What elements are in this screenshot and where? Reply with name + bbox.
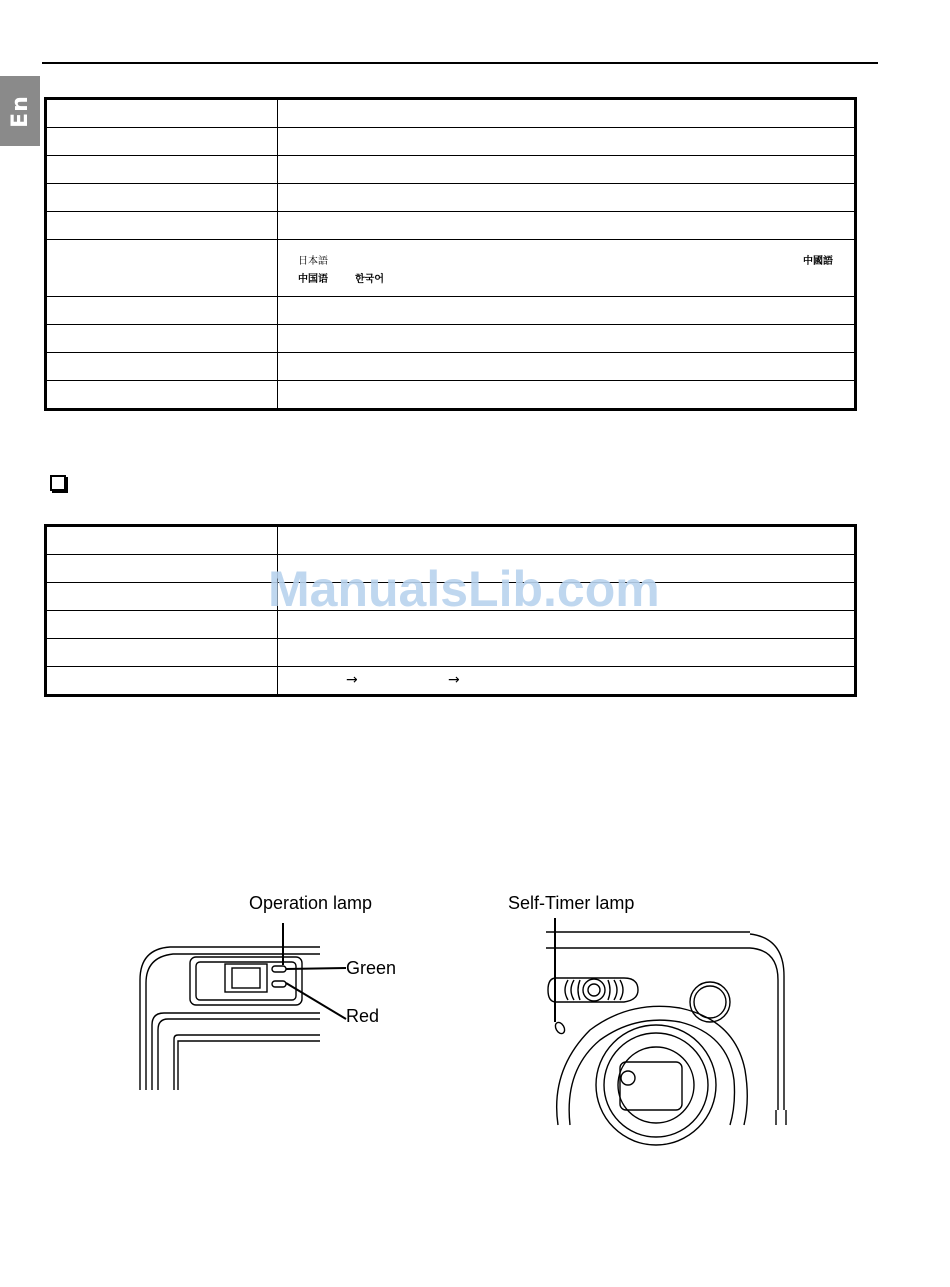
lang-korean: 한국어 [355,274,384,285]
arrow-right-icon: → [448,672,460,688]
language-tab [0,76,40,146]
table-row [46,353,856,381]
lang-japanese: 日本語 [298,256,328,267]
table-row [46,156,856,184]
table-row [46,128,856,156]
operation-lamp-label: Operation lamp [249,893,373,913]
table-row [46,526,856,555]
table-row [46,381,856,410]
green-label: Green [346,958,397,978]
self-timer-lamp-label: Self-Timer lamp [508,893,635,913]
camera-back-illustration [138,935,328,1095]
settings-table-1 [44,97,857,411]
lang-traditional-chinese: 中國語 [803,256,833,267]
table-row [46,325,856,353]
table-row [46,99,856,128]
table-row-languages [46,240,856,297]
watermark: ManualsLib.com [268,561,660,617]
table-row-sequence [46,667,856,696]
header-rule [42,62,878,64]
lang-simplified-chinese: 中国语 [298,274,328,285]
section-checkbox-icon [50,475,66,491]
table-row [46,212,856,240]
camera-front-illustration [540,920,790,1130]
red-label: Red [346,1006,380,1026]
language-tab-label: En [7,94,33,128]
table-row [46,297,856,325]
table-row [46,184,856,212]
arrow-right-icon: → [346,672,358,688]
table-row [46,639,856,667]
